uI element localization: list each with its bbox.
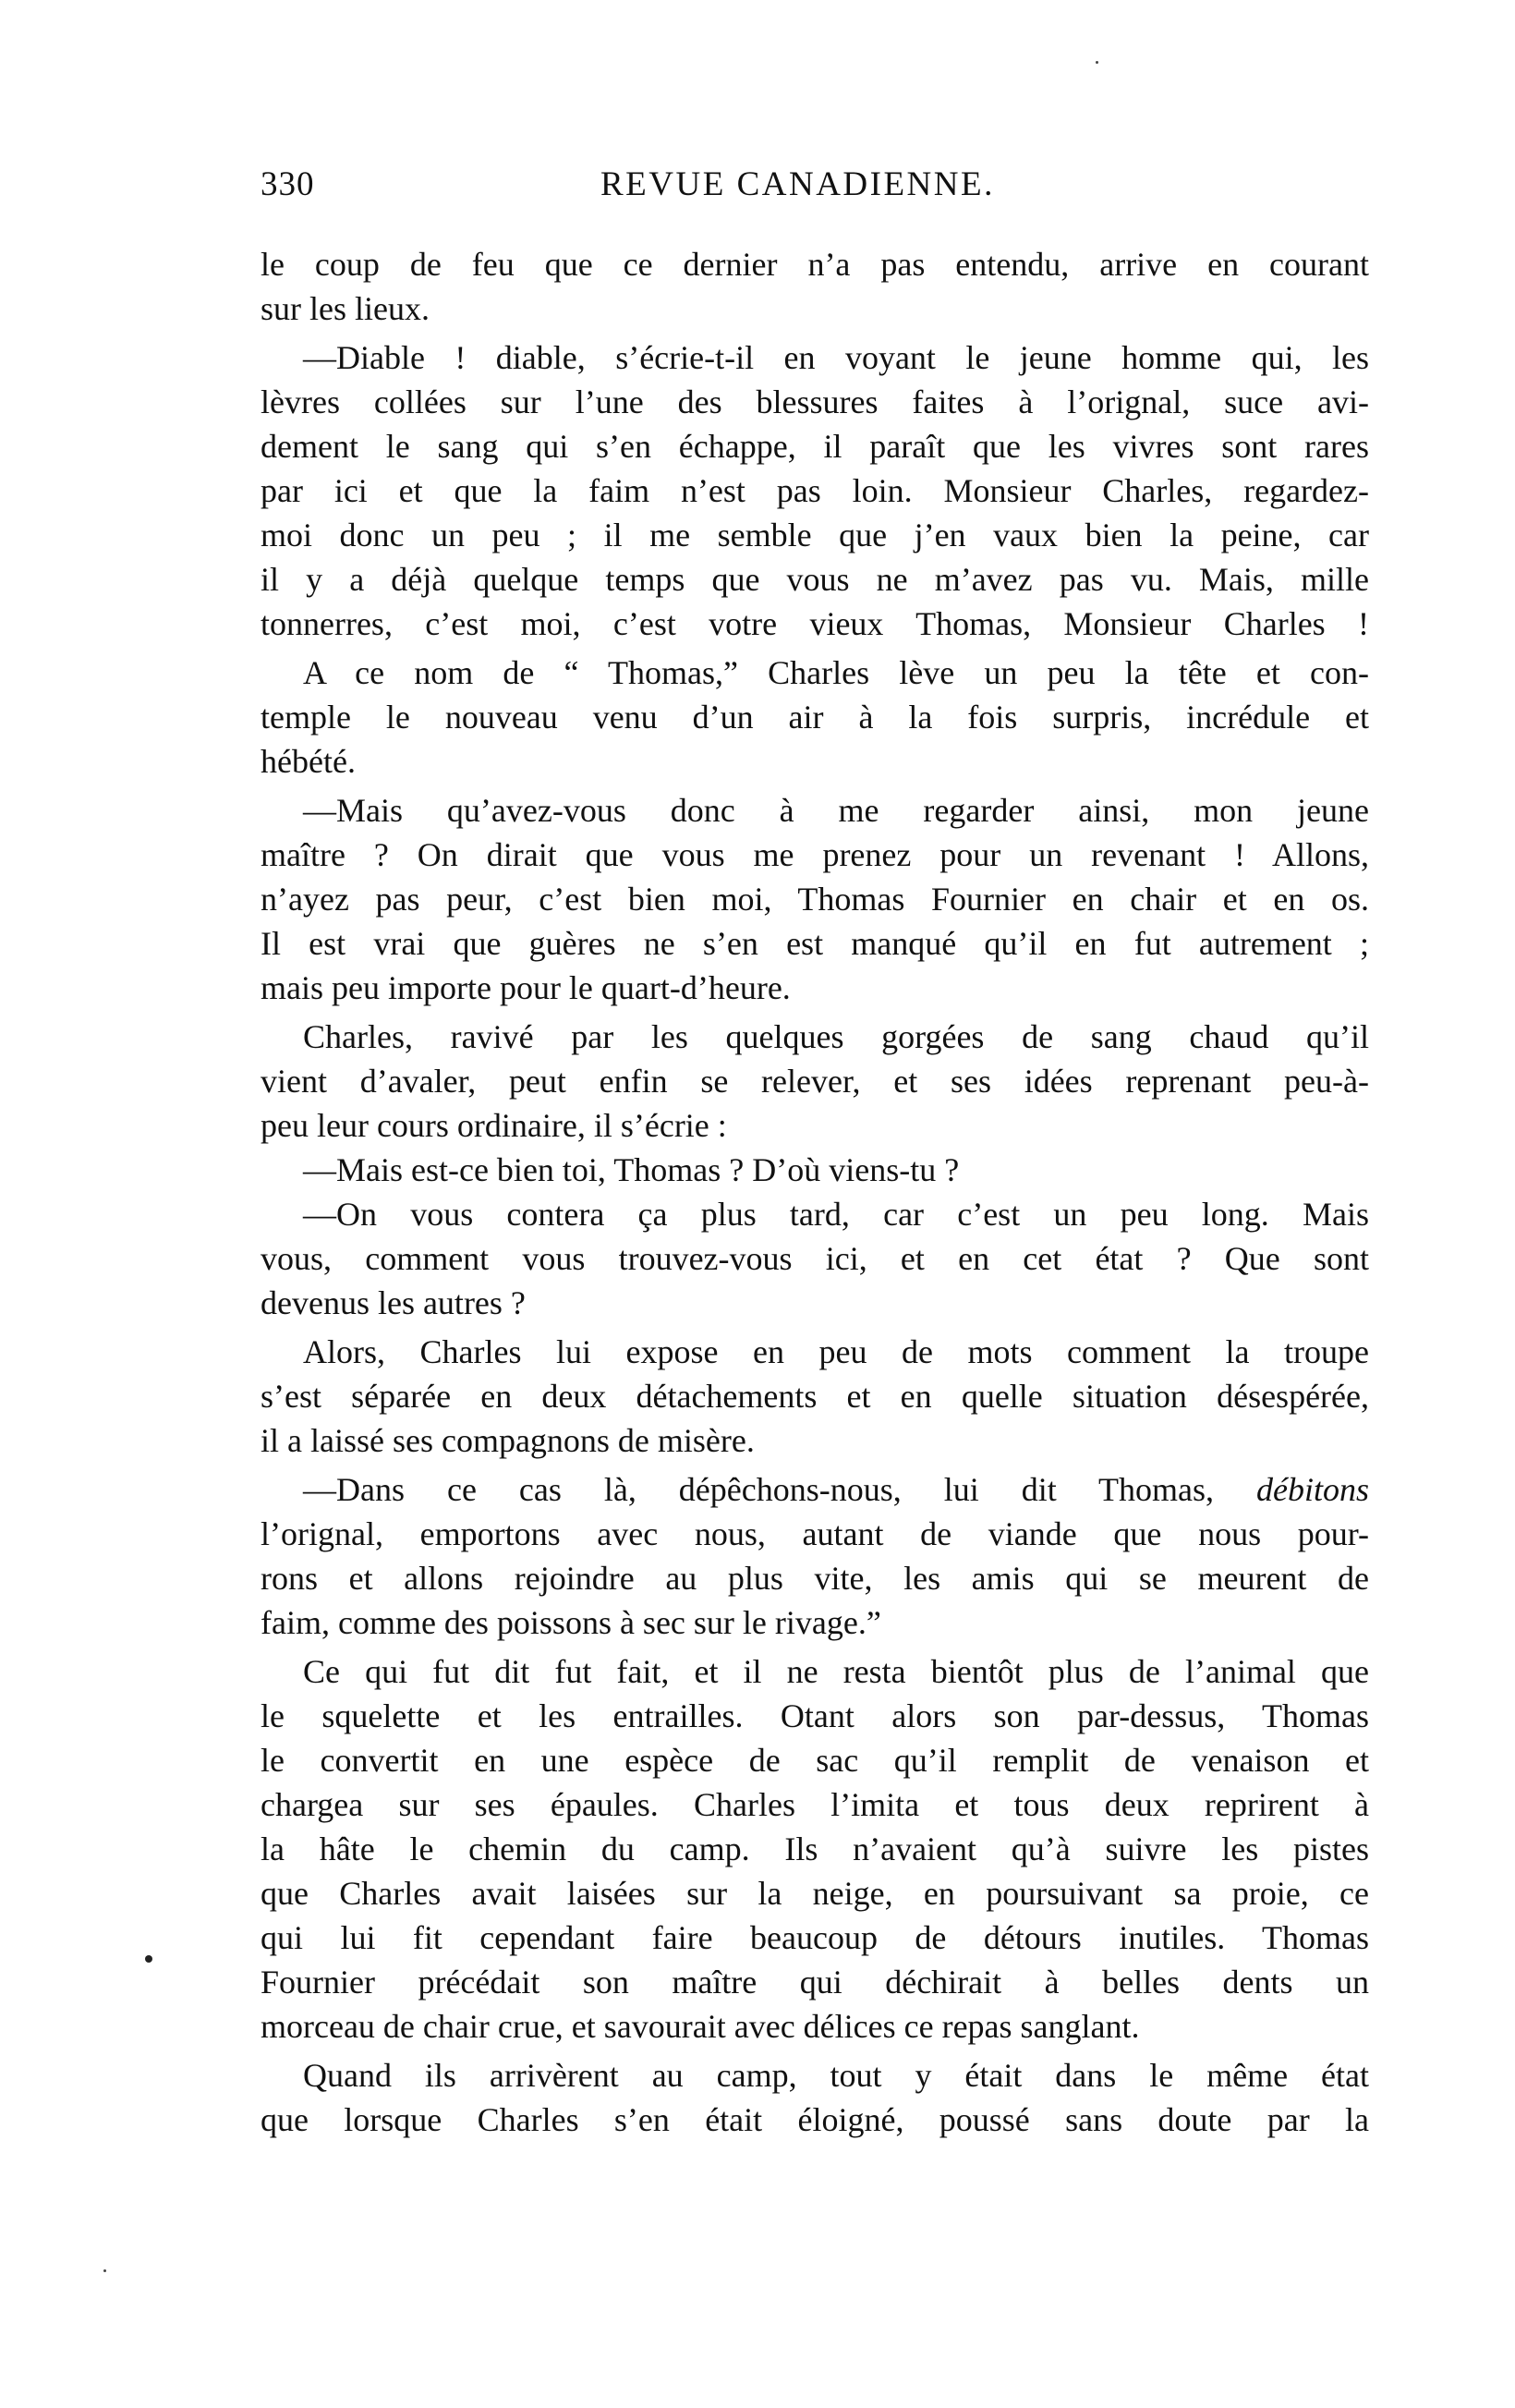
text-line: temple le nouveau venu d’un air à la fois surpris, incrédule et <box>261 699 1369 736</box>
text-line: Ce qui fut dit fut fait, et il ne resta bientôt plus de l’animal que <box>303 1653 1369 1690</box>
text-line: l’orignal, emportons avec nous, autant de viande que nous pour- <box>261 1515 1369 1552</box>
print-speck <box>1096 61 1098 64</box>
text-line: mais peu importe pour le quart-d’heure. <box>261 969 791 1006</box>
text-fragment: —Dans ce cas là, dépêchons-nous, lui dit Thomas, <box>303 1471 1215 1508</box>
text-line: A ce nom de “ Thomas,” Charles lève un peu la tête et con- <box>303 654 1369 691</box>
text-line: tonnerres, c’est moi, c’est votre vieux Thomas, Monsieur Charles ! <box>261 605 1369 642</box>
text-line: Fournier précédait son maître qui déchirait à belles dents un <box>261 1964 1369 2001</box>
text-line: —On vous contera ça plus tard, car c’est un peu long. Mais <box>303 1196 1369 1233</box>
text-line: moi donc un peu ; il me semble que j’en vaux bien la peine, car <box>261 517 1369 553</box>
text-line: hébété. <box>261 743 356 780</box>
text-line: s’est séparée en deux détachements et en quelle situation désespérée, <box>261 1378 1369 1415</box>
text-line: vient d’avaler, peut enfin se relever, et ses idées reprenant peu-à- <box>261 1063 1369 1100</box>
text-line: morceau de chair crue, et savourait avec délices ce repas sanglant. <box>261 2008 1140 2045</box>
text-line: qui lui fit cependant faire beaucoup de détours inutiles. Thomas <box>261 1919 1369 1956</box>
running-head <box>261 164 1369 220</box>
text-line: que lorsque Charles s’en était éloigné, poussé sans doute par la <box>261 2101 1369 2138</box>
text-line: la hâte le chemin du camp. Ils n’avaient qu’à suivre les pistes <box>261 1830 1369 1867</box>
text-line: il y a déjà quelque temps que vous ne m’avez pas vu. Mais, mille <box>261 561 1369 598</box>
text-line: —Mais est-ce bien toi, Thomas ? D’où viens-tu ? <box>303 1151 960 1188</box>
text-line: le squelette et les entrailles. Otant alors son par-dessus, Thomas <box>261 1697 1369 1734</box>
text-line: —Mais qu’avez-vous donc à me regarder ainsi, mon jeune <box>303 792 1369 829</box>
text-line: lèvres collées sur l’une des blessures faites à l’orignal, suce avi- <box>261 383 1369 420</box>
text-line: sur les lieux. <box>261 290 430 327</box>
text-line: il a laissé ses compagnons de misère. <box>261 1422 755 1459</box>
text-line: peu leur cours ordinaire, il s’écrie : <box>261 1107 727 1144</box>
text-line: Quand ils arrivèrent au camp, tout y était dans le même état <box>303 2057 1369 2094</box>
text-line: Charles, ravivé par les quelques gorgées de sang chaud qu’il <box>303 1018 1369 1055</box>
text-line: maître ? On dirait que vous me prenez pour un revenant ! Allons, <box>261 836 1369 873</box>
text-line: Il est vrai que guères ne s’en est manqué qu’il en fut autrement ; <box>261 925 1369 962</box>
journal-title: REVUE CANADIENNE. <box>600 165 995 203</box>
text-line: rons et allons rejoindre au plus vite, les amis qui se meurent de <box>261 1560 1369 1597</box>
body-text <box>261 242 1369 2142</box>
print-speck <box>145 1955 152 1963</box>
print-speck <box>103 2269 106 2272</box>
page-number: 330 <box>261 165 315 203</box>
text-line: dement le sang qui s’en échappe, il paraît que les vivres sont rares <box>261 428 1369 465</box>
text-line: que Charles avait laisées sur la neige, en poursuivant sa proie, ce <box>261 1875 1369 1912</box>
text-line: n’ayez pas peur, c’est bien moi, Thomas Fournier en chair et en os. <box>261 881 1369 918</box>
text-line: —Diable ! diable, s’écrie-t-il en voyant le jeune homme qui, les <box>303 339 1369 376</box>
text-line: le convertit en une espèce de sac qu’il remplit de venaison et <box>261 1742 1369 1779</box>
text-line: vous, comment vous trouvez-vous ici, et en cet état ? Que sont <box>261 1240 1369 1277</box>
text-line: faim, comme des poissons à sec sur le rivage.” <box>261 1604 881 1641</box>
text-line: le coup de feu que ce dernier n’a pas entendu, arrive en courant <box>261 246 1369 283</box>
text-line: Alors, Charles lui expose en peu de mots comment la troupe <box>303 1333 1369 1370</box>
text-line: chargea sur ses épaules. Charles l’imita et tous deux reprirent à <box>261 1786 1369 1823</box>
italic-word: débitons <box>1256 1471 1370 1508</box>
text-line <box>261 1467 1369 1512</box>
text-line: devenus les autres ? <box>261 1284 526 1321</box>
text-line: par ici et que la faim n’est pas loin. Monsieur Charles, regardez- <box>261 472 1369 509</box>
